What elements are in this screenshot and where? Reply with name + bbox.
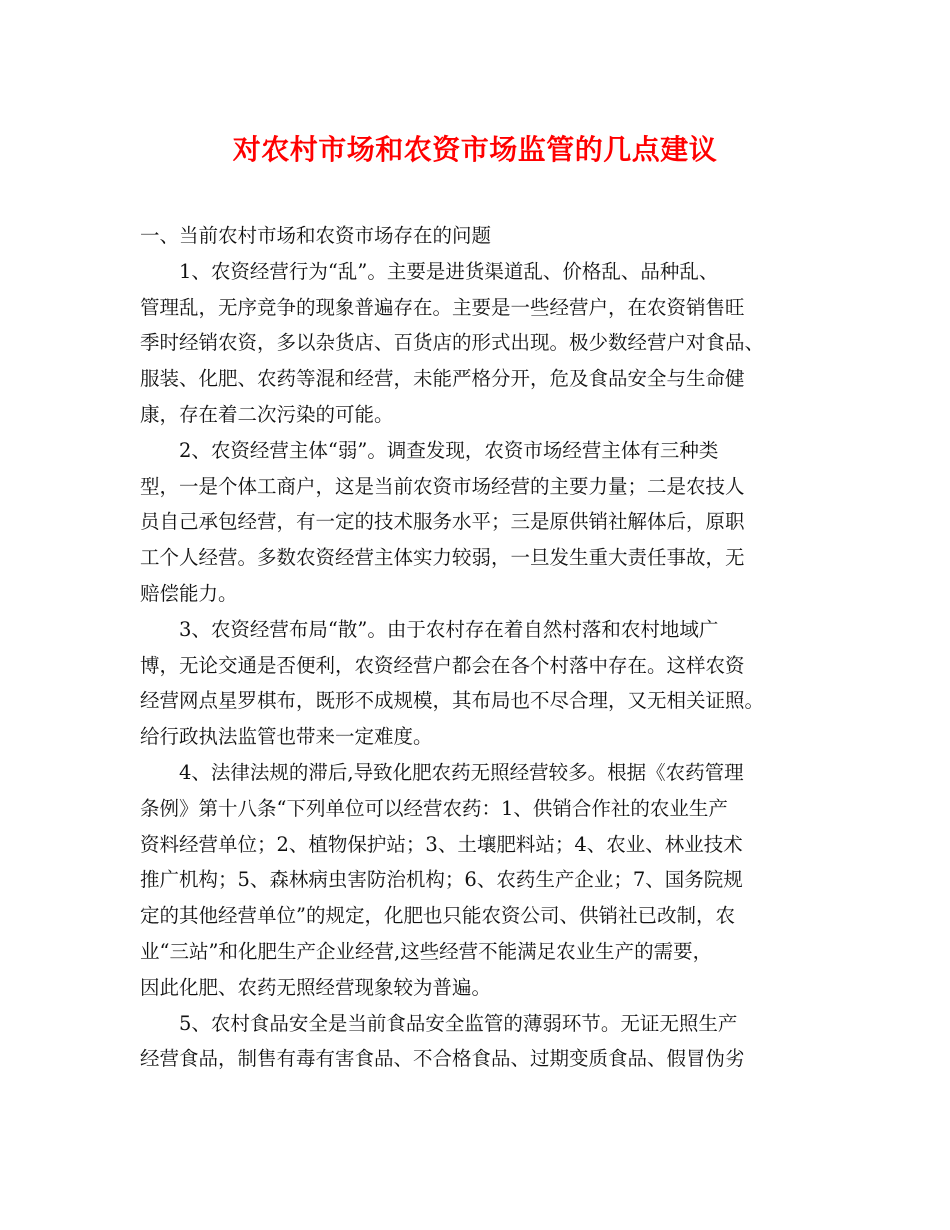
paragraph-line: 经营网点星罗棋布，既形不成规模，其布局也不尽合理，又无相关证照。 xyxy=(140,689,765,713)
paragraph-line: 赔偿能力。 xyxy=(140,581,238,605)
paragraph-line: 员自己承包经营，有一定的技术服务水平；三是原供销社解体后，原职 xyxy=(140,510,745,534)
paragraph-line: 4、法律法规的滞后,导致化肥农药无照经营较多。根据《农药管理 xyxy=(179,760,744,784)
paragraph-line: 1、农资经营行为“乱”。主要是进货渠道乱、价格乱、品种乱、 xyxy=(179,259,719,283)
paragraph-line: 2、农资经营主体“弱”。调查发现，农资市场经营主体有三种类 xyxy=(179,438,719,462)
document-title: 对农村市场和农资市场监管的几点建议 xyxy=(232,133,718,166)
paragraph-line: 康，存在着二次污染的可能。 xyxy=(140,402,394,426)
paragraph-line: 给行政执法监管也带来一定难度。 xyxy=(140,725,433,749)
paragraph-line: 3、农资经营布局“散”。由于农村存在着自然村落和农村地域广 xyxy=(179,617,719,641)
paragraph-line: 博，无论交通是否便利，农资经营户都会在各个村落中存在。这样农资 xyxy=(140,653,745,677)
paragraph-line: 推广机构；5、森林病虫害防治机构；6、农药生产企业；7、国务院规 xyxy=(140,868,743,892)
paragraph-line: 定的其他经营单位”的规定，化肥也只能农资公司、供销社已改制，农 xyxy=(140,904,735,928)
paragraph-line: 经营食品，制售有毒有害食品、不合格食品、过期变质食品、假冒伪劣 xyxy=(140,1047,745,1071)
paragraph-line: 工个人经营。多数农资经营主体实力较弱，一旦发生重大责任事故，无 xyxy=(140,546,745,570)
section-heading: 一、当前农村市场和农资市场存在的问题 xyxy=(140,224,492,247)
paragraph-line: 型，一是个体工商户，这是当前农资市场经营的主要力量；二是农技人 xyxy=(140,474,745,498)
paragraph-line: 业“三站”和化肥生产企业经营,这些经营不能满足农业生产的需要， xyxy=(140,939,713,963)
paragraph-line: 条例》第十八条“下列单位可以经营农药：1、供销合作社的农业生产 xyxy=(140,796,728,820)
paragraph-line: 服装、化肥、农药等混和经营，未能严格分开，危及食品安全与生命健 xyxy=(140,367,745,391)
document-body xyxy=(140,218,825,1077)
paragraph-line: 季时经销农资，多以杂货店、百货店的形式出现。极少数经营户对食品、 xyxy=(140,331,765,355)
paragraph-line: 管理乱，无序竞争的现象普遍存在。主要是一些经营户，在农资销售旺 xyxy=(140,295,745,319)
paragraph-line: 资料经营单位；2、植物保护站；3、土壤肥料站；4、农业、林业技术 xyxy=(140,832,743,856)
paragraph-line: 5、农村食品安全是当前食品安全监管的薄弱环节。无证无照生产 xyxy=(179,1011,738,1035)
paragraph-line: 因此化肥、农药无照经营现象较为普遍。 xyxy=(140,975,492,999)
